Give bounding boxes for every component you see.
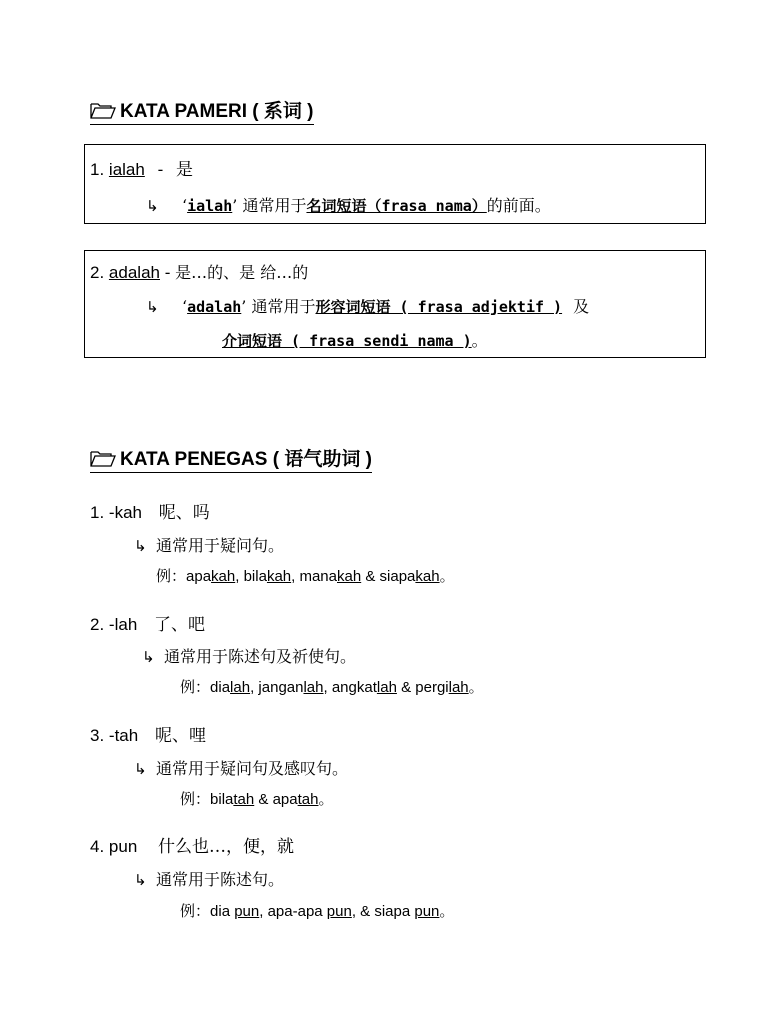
usage-text: 通常用于陈述句。 — [156, 870, 285, 889]
particle-pun-examples: 例：dia pun, apa-apa pun, & siapa pun。 — [180, 902, 455, 920]
usage-text: 通常用于疑问句及感叹句。 — [156, 759, 349, 778]
hook-arrow-icon: ↳ — [146, 197, 159, 215]
example-label: 例： — [156, 567, 187, 585]
dash: - — [164, 263, 171, 282]
quote-word: ialah — [187, 197, 233, 215]
particle-word: pun — [108, 837, 138, 856]
hook-arrow-icon: ↳ — [134, 760, 147, 778]
item-ialah-heading — [90, 155, 193, 180]
usage-text: 通常用于陈述句及祈使句。 — [164, 647, 357, 666]
particle-lah-heading — [90, 610, 205, 635]
particle-lah-examples: 例：dialah, janganlah, angkatlah & pergilah。 — [180, 678, 484, 696]
item-adalah-usage-cont — [222, 328, 488, 351]
particle-meaning: 呢、吗 — [158, 503, 210, 523]
item-number: 1. — [90, 503, 105, 522]
example-label: 例： — [180, 678, 211, 696]
usage-pre: 通常用于 — [242, 196, 307, 215]
particle-tah-usage — [134, 756, 348, 779]
item-number: 2. — [90, 615, 105, 634]
particle-meaning: 呢、哩 — [154, 726, 206, 746]
usage-target-adjective: 形容词短语 ( frasa adjektif ) — [315, 298, 563, 316]
term-meaning: 是…的、是 给…的 — [175, 263, 309, 282]
particle-word: -kah — [108, 503, 142, 522]
usage-post: 。 — [471, 331, 488, 350]
particle-meaning: 了、吧 — [154, 615, 206, 635]
section-title-text: KATA PAMERI ( 系词 ) — [120, 101, 314, 122]
particle-lah-usage — [142, 644, 356, 667]
item-number: 4. — [90, 837, 105, 856]
particle-kah-usage — [134, 533, 284, 556]
item-adalah-usage: ↳ ‘adalah’ 通常用于形容词短语 ( frasa adjektif ) 及 — [146, 297, 590, 316]
item-adalah-heading — [90, 260, 308, 283]
folder-icon — [90, 101, 116, 119]
item-number: 2. — [90, 263, 105, 282]
hook-arrow-icon: ↳ — [134, 871, 147, 889]
usage-text: 通常用于疑问句。 — [156, 536, 285, 555]
particle-tah-examples: 例：bilatah & apatah。 — [180, 790, 334, 808]
example-label: 例： — [180, 902, 211, 920]
section-title-kata-pameri — [90, 96, 314, 123]
item-number: 1. — [90, 160, 105, 179]
particle-kah-examples: 例：apakah, bilakah, manakah & siapakah。 — [156, 567, 455, 585]
item-ialah-usage: ↳ ‘ialah’ 通常用于名词短语（frasa nama）的前面。 — [146, 196, 551, 215]
folder-icon — [90, 449, 116, 467]
particle-meaning: 什么也…，便，就 — [158, 837, 295, 857]
dash: - — [157, 160, 164, 179]
particle-word: -tah — [108, 726, 139, 745]
particle-pun-heading — [90, 832, 294, 857]
particle-tah-heading — [90, 721, 206, 746]
term-word: ialah — [108, 160, 145, 179]
hook-arrow-icon: ↳ — [142, 648, 155, 666]
term-word: adalah — [108, 263, 160, 282]
usage-post: 的前面。 — [486, 196, 551, 215]
term-meaning: 是 — [175, 160, 193, 180]
particle-kah-heading — [90, 498, 210, 523]
usage-target: 名词短语（frasa nama） — [306, 197, 487, 215]
section-title-text: KATA PENEGAS ( 语气助词 ) — [120, 449, 372, 470]
usage-and: 及 — [573, 297, 590, 316]
hook-arrow-icon: ↳ — [134, 537, 147, 555]
particle-pun-usage — [134, 867, 284, 890]
item-number: 3. — [90, 726, 105, 745]
quote-word: adalah — [187, 298, 242, 316]
usage-pre: 通常用于 — [251, 297, 316, 316]
section-title-kata-penegas — [90, 444, 372, 471]
particle-word: -lah — [108, 615, 138, 634]
hook-arrow-icon: ↳ — [146, 298, 159, 316]
example-label: 例： — [180, 790, 211, 808]
usage-target-preposition: 介词短语 ( frasa sendi nama ) — [222, 332, 472, 350]
